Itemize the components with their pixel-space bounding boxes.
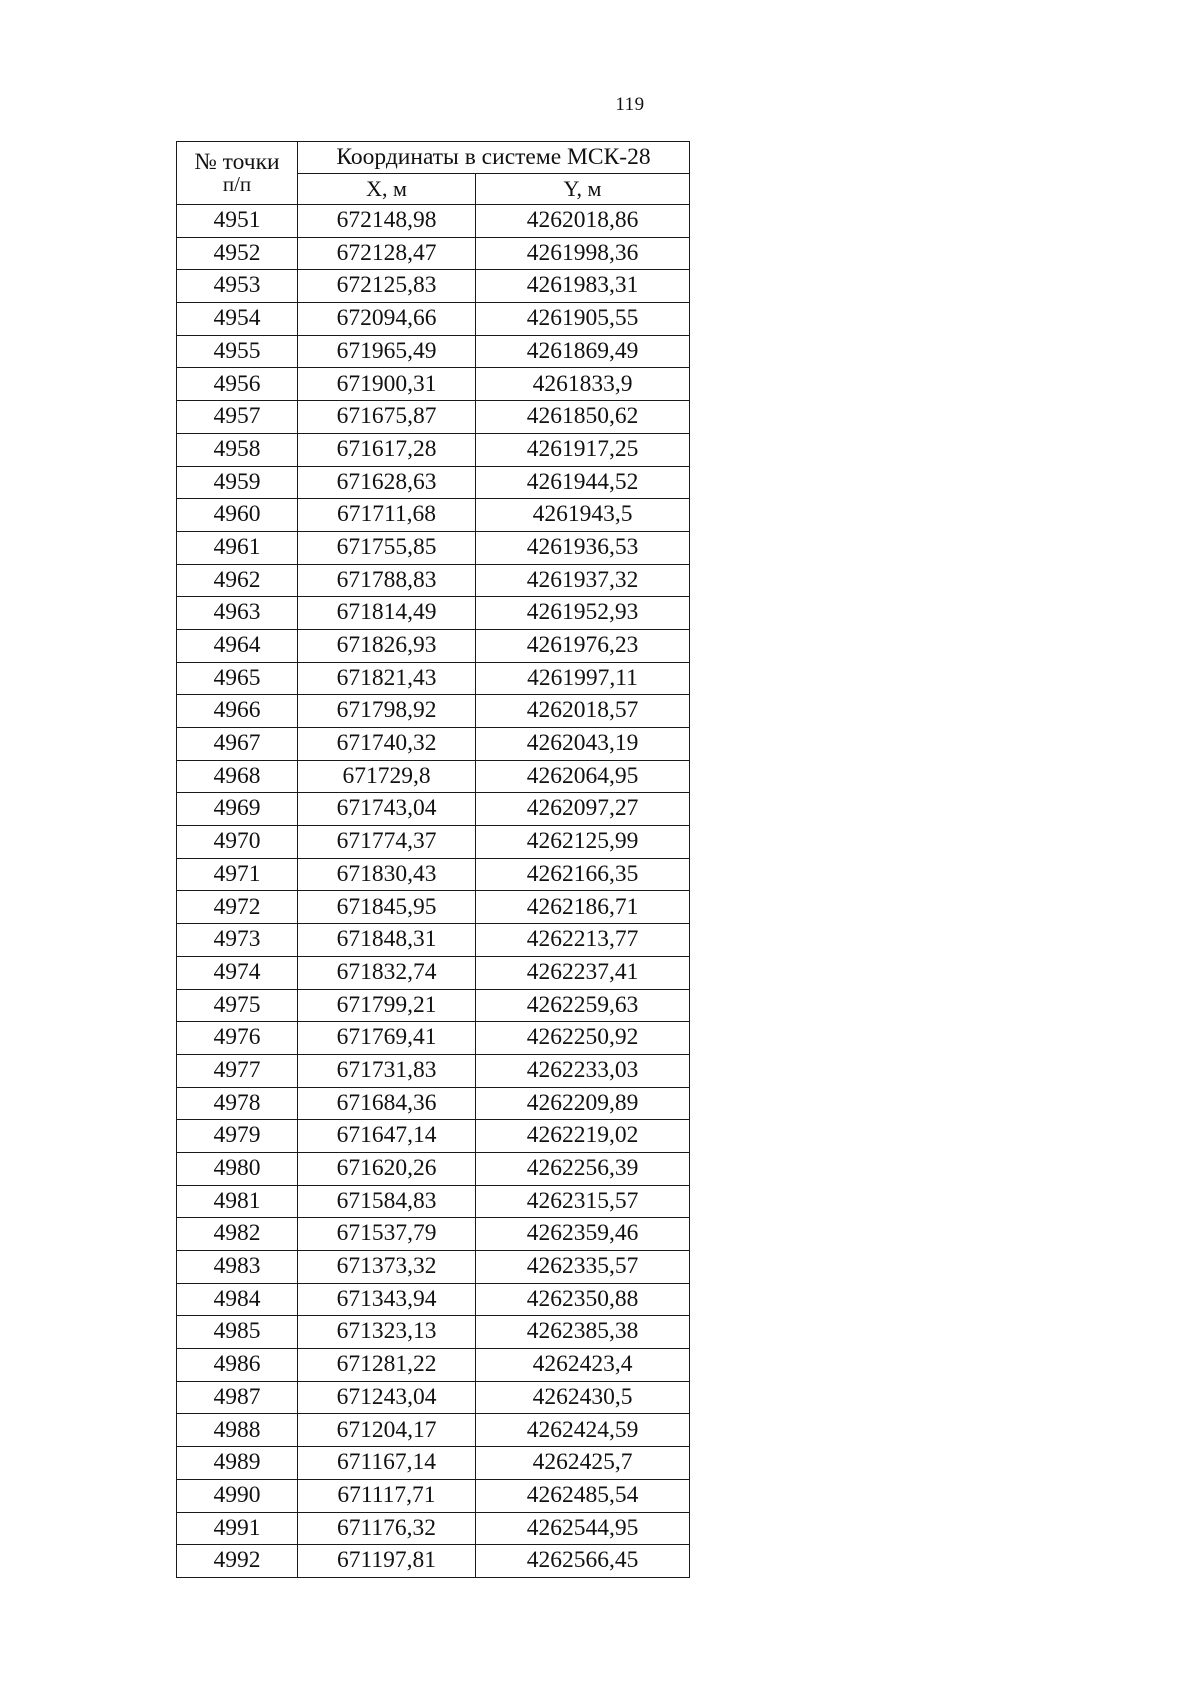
point-number-cell: 4971 — [177, 858, 298, 891]
table-row — [177, 924, 690, 957]
y-coordinate-cell: 4262125,99 — [476, 826, 690, 859]
y-coordinate-cell: 4261983,31 — [476, 270, 690, 303]
y-coordinate-cell: 4262259,63 — [476, 989, 690, 1022]
x-coordinate-cell: 671323,13 — [298, 1316, 476, 1349]
point-number-cell: 4981 — [177, 1185, 298, 1218]
y-coordinate-cell: 4261905,55 — [476, 303, 690, 336]
x-coordinate-cell: 672125,83 — [298, 270, 476, 303]
y-coordinate-cell: 4262544,95 — [476, 1512, 690, 1545]
y-coordinate-cell: 4261833,9 — [476, 368, 690, 401]
y-coordinate-cell: 4261943,5 — [476, 499, 690, 532]
x-coordinate-cell: 671814,49 — [298, 597, 476, 630]
table-row — [177, 1545, 690, 1578]
x-coordinate-cell: 671684,36 — [298, 1087, 476, 1120]
table-row — [177, 695, 690, 728]
x-coordinate-cell: 671900,31 — [298, 368, 476, 401]
table-row — [177, 1251, 690, 1284]
point-number-cell: 4990 — [177, 1479, 298, 1512]
point-number-cell: 4960 — [177, 499, 298, 532]
table-row — [177, 1479, 690, 1512]
y-coordinate-cell: 4262425,7 — [476, 1447, 690, 1480]
y-coordinate-cell: 4262233,03 — [476, 1054, 690, 1087]
table-row — [177, 564, 690, 597]
coordinates-table — [176, 141, 690, 1578]
table-row — [177, 270, 690, 303]
x-coordinate-cell: 671743,04 — [298, 793, 476, 826]
y-coordinate-cell: 4262018,86 — [476, 205, 690, 238]
y-coordinate-cell: 4262064,95 — [476, 760, 690, 793]
x-coordinate-cell: 671204,17 — [298, 1414, 476, 1447]
table-row — [177, 1381, 690, 1414]
x-coordinate-cell: 671965,49 — [298, 335, 476, 368]
point-number-cell: 4989 — [177, 1447, 298, 1480]
x-coordinate-cell: 671832,74 — [298, 956, 476, 989]
point-number-cell: 4991 — [177, 1512, 298, 1545]
point-number-header-line2: п/п — [222, 172, 252, 197]
y-coordinate-cell: 4262186,71 — [476, 891, 690, 924]
x-column-header: X, м — [298, 174, 476, 205]
point-number-cell: 4985 — [177, 1316, 298, 1349]
point-number-cell: 4972 — [177, 891, 298, 924]
point-number-cell: 4984 — [177, 1283, 298, 1316]
point-number-cell: 4978 — [177, 1087, 298, 1120]
y-coordinate-cell: 4262430,5 — [476, 1381, 690, 1414]
y-coordinate-cell: 4262219,02 — [476, 1120, 690, 1153]
table-row — [177, 1120, 690, 1153]
point-number-cell: 4956 — [177, 368, 298, 401]
point-number-cell: 4959 — [177, 466, 298, 499]
y-coordinate-cell: 4261936,53 — [476, 531, 690, 564]
y-coordinate-cell: 4262237,41 — [476, 956, 690, 989]
point-number-cell: 4975 — [177, 989, 298, 1022]
table-row — [177, 858, 690, 891]
y-coordinate-cell: 4262209,89 — [476, 1087, 690, 1120]
table-row — [177, 956, 690, 989]
point-number-cell: 4976 — [177, 1022, 298, 1055]
table-row — [177, 335, 690, 368]
point-number-cell: 4957 — [177, 401, 298, 434]
x-coordinate-cell: 671755,85 — [298, 531, 476, 564]
point-number-cell: 4963 — [177, 597, 298, 630]
table-row — [177, 466, 690, 499]
y-coordinate-cell: 4261997,11 — [476, 662, 690, 695]
table-row — [177, 989, 690, 1022]
x-coordinate-cell: 671176,32 — [298, 1512, 476, 1545]
x-coordinate-cell: 671537,79 — [298, 1218, 476, 1251]
y-coordinate-cell: 4262424,59 — [476, 1414, 690, 1447]
x-coordinate-cell: 671281,22 — [298, 1349, 476, 1382]
point-number-cell: 4964 — [177, 629, 298, 662]
table-row — [177, 662, 690, 695]
table-row — [177, 401, 690, 434]
y-coordinate-cell: 4262018,57 — [476, 695, 690, 728]
point-number-cell: 4952 — [177, 237, 298, 270]
x-coordinate-cell: 671647,14 — [298, 1120, 476, 1153]
x-coordinate-cell: 671769,41 — [298, 1022, 476, 1055]
point-number-cell: 4970 — [177, 826, 298, 859]
y-coordinate-cell: 4262385,38 — [476, 1316, 690, 1349]
table-row — [177, 1447, 690, 1480]
point-number-cell: 4987 — [177, 1381, 298, 1414]
table-row — [177, 1022, 690, 1055]
y-coordinate-cell: 4262485,54 — [476, 1479, 690, 1512]
x-coordinate-cell: 671675,87 — [298, 401, 476, 434]
x-coordinate-cell: 671799,21 — [298, 989, 476, 1022]
x-coordinate-cell: 671343,94 — [298, 1283, 476, 1316]
x-coordinate-cell: 672148,98 — [298, 205, 476, 238]
y-coordinate-cell: 4261998,36 — [476, 237, 690, 270]
point-number-cell: 4977 — [177, 1054, 298, 1087]
x-coordinate-cell: 672094,66 — [298, 303, 476, 336]
y-coordinate-cell: 4262315,57 — [476, 1185, 690, 1218]
point-number-cell: 4980 — [177, 1152, 298, 1185]
table-row — [177, 531, 690, 564]
table-row — [177, 1185, 690, 1218]
table-row — [177, 303, 690, 336]
y-coordinate-cell: 4262166,35 — [476, 858, 690, 891]
x-coordinate-cell: 671848,31 — [298, 924, 476, 957]
page-number: 119 — [615, 94, 645, 115]
table-row — [177, 826, 690, 859]
point-number-header — [177, 142, 298, 205]
y-coordinate-cell: 4262250,92 — [476, 1022, 690, 1055]
x-coordinate-cell: 672128,47 — [298, 237, 476, 270]
y-coordinate-cell: 4261869,49 — [476, 335, 690, 368]
point-number-cell: 4951 — [177, 205, 298, 238]
x-coordinate-cell: 671628,63 — [298, 466, 476, 499]
point-number-cell: 4992 — [177, 1545, 298, 1578]
y-coordinate-cell: 4261850,62 — [476, 401, 690, 434]
table-header — [177, 142, 690, 205]
point-number-cell: 4967 — [177, 728, 298, 761]
table-row — [177, 1283, 690, 1316]
y-coordinate-cell: 4262335,57 — [476, 1251, 690, 1284]
x-coordinate-cell: 671845,95 — [298, 891, 476, 924]
y-coordinate-cell: 4262097,27 — [476, 793, 690, 826]
point-number-cell: 4966 — [177, 695, 298, 728]
table-row — [177, 728, 690, 761]
point-number-cell: 4968 — [177, 760, 298, 793]
point-number-cell: 4986 — [177, 1349, 298, 1382]
x-coordinate-cell: 671729,8 — [298, 760, 476, 793]
table-body — [177, 205, 690, 1578]
x-coordinate-cell: 671117,71 — [298, 1479, 476, 1512]
y-coordinate-cell: 4261917,25 — [476, 433, 690, 466]
table-row — [177, 368, 690, 401]
y-column-header: Y, м — [476, 174, 690, 205]
x-coordinate-cell: 671788,83 — [298, 564, 476, 597]
x-coordinate-cell: 671798,92 — [298, 695, 476, 728]
y-coordinate-cell: 4262566,45 — [476, 1545, 690, 1578]
table-row — [177, 1414, 690, 1447]
table-row — [177, 1152, 690, 1185]
point-number-cell: 4962 — [177, 564, 298, 597]
y-coordinate-cell: 4262359,46 — [476, 1218, 690, 1251]
x-coordinate-cell: 671584,83 — [298, 1185, 476, 1218]
point-number-cell: 4983 — [177, 1251, 298, 1284]
x-coordinate-cell: 671826,93 — [298, 629, 476, 662]
x-coordinate-cell: 671731,83 — [298, 1054, 476, 1087]
x-coordinate-cell: 671167,14 — [298, 1447, 476, 1480]
x-coordinate-cell: 671373,32 — [298, 1251, 476, 1284]
x-coordinate-cell: 671830,43 — [298, 858, 476, 891]
y-coordinate-cell: 4262256,39 — [476, 1152, 690, 1185]
table-row — [177, 1087, 690, 1120]
table-row — [177, 237, 690, 270]
coordinates-group-header: Координаты в системе МСК-28 — [298, 142, 690, 174]
y-coordinate-cell: 4262213,77 — [476, 924, 690, 957]
point-number-cell: 4982 — [177, 1218, 298, 1251]
point-number-cell: 4979 — [177, 1120, 298, 1153]
x-coordinate-cell: 671197,81 — [298, 1545, 476, 1578]
point-number-cell: 4988 — [177, 1414, 298, 1447]
table-row — [177, 760, 690, 793]
y-coordinate-cell: 4262043,19 — [476, 728, 690, 761]
point-number-cell: 4961 — [177, 531, 298, 564]
table-row — [177, 793, 690, 826]
point-number-cell: 4955 — [177, 335, 298, 368]
y-coordinate-cell: 4261976,23 — [476, 629, 690, 662]
table-row — [177, 499, 690, 532]
point-number-cell: 4958 — [177, 433, 298, 466]
x-coordinate-cell: 671243,04 — [298, 1381, 476, 1414]
header-row-1 — [177, 142, 690, 174]
table-row — [177, 1512, 690, 1545]
y-coordinate-cell: 4261944,52 — [476, 466, 690, 499]
x-coordinate-cell: 671740,32 — [298, 728, 476, 761]
table-row — [177, 1054, 690, 1087]
point-number-cell: 4973 — [177, 924, 298, 957]
point-number-cell: 4965 — [177, 662, 298, 695]
table-row — [177, 597, 690, 630]
table-row — [177, 1316, 690, 1349]
point-number-cell: 4953 — [177, 270, 298, 303]
table-row — [177, 891, 690, 924]
point-number-header-line1: № точки — [194, 148, 280, 175]
y-coordinate-cell: 4262350,88 — [476, 1283, 690, 1316]
table-row — [177, 1218, 690, 1251]
point-number-cell: 4954 — [177, 303, 298, 336]
y-coordinate-cell: 4261937,32 — [476, 564, 690, 597]
table-row — [177, 1349, 690, 1382]
y-coordinate-cell: 4262423,4 — [476, 1349, 690, 1382]
table-row — [177, 629, 690, 662]
table-row — [177, 433, 690, 466]
point-number-cell: 4969 — [177, 793, 298, 826]
x-coordinate-cell: 671774,37 — [298, 826, 476, 859]
point-number-cell: 4974 — [177, 956, 298, 989]
x-coordinate-cell: 671821,43 — [298, 662, 476, 695]
x-coordinate-cell: 671620,26 — [298, 1152, 476, 1185]
table-row — [177, 205, 690, 238]
x-coordinate-cell: 671617,28 — [298, 433, 476, 466]
y-coordinate-cell: 4261952,93 — [476, 597, 690, 630]
x-coordinate-cell: 671711,68 — [298, 499, 476, 532]
